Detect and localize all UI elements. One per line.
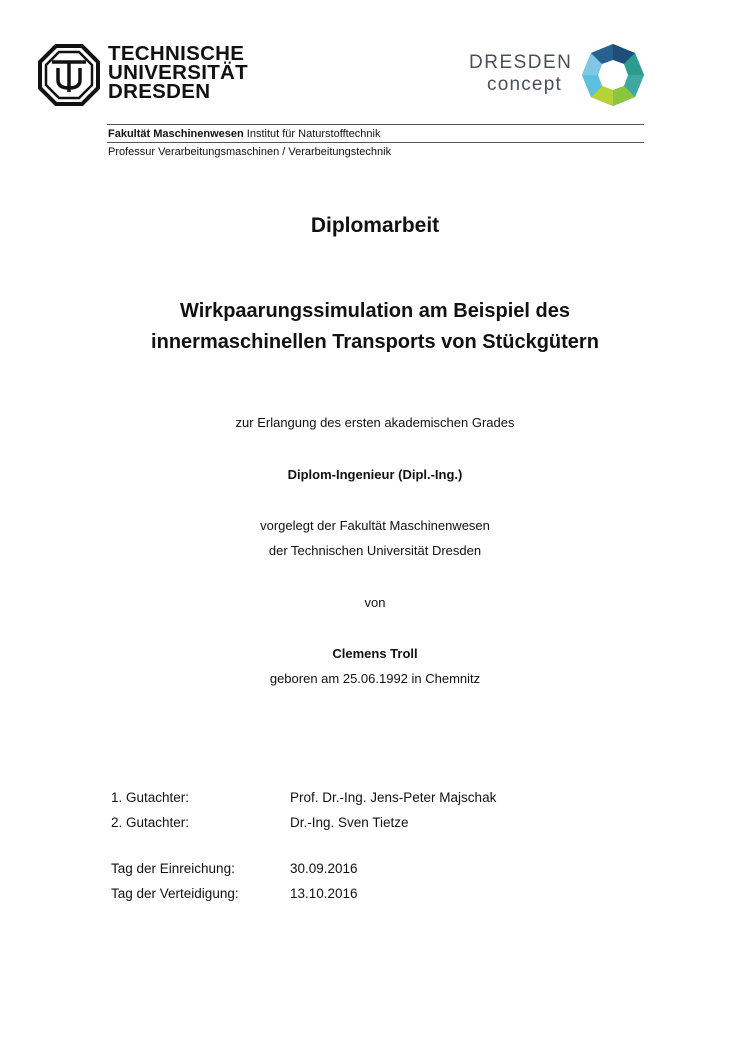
reviewer2-label: 2. Gutachter: <box>111 815 190 830</box>
by-label: von <box>364 595 386 610</box>
reviewer1-name: Prof. Dr.-Ing. Jens-Peter Majschak <box>290 790 497 805</box>
faculty-name: Fakultät Maschinenwesen <box>108 128 244 140</box>
degree-name: Diplom-Ingenieur (Dipl.-Ing.) <box>287 467 463 482</box>
submission-label: Tag der Einreichung: <box>111 861 235 876</box>
thesis-title-line2: innermaschinellen Transports von Stückgütern <box>151 331 599 353</box>
reviewer2-name: Dr.-Ing. Sven Tietze <box>290 815 409 830</box>
university-name-line1: TECHNISCHE <box>108 42 245 65</box>
author-birth: geboren am 25.06.1992 in Chemnitz <box>269 671 481 686</box>
degree-purpose: zur Erlangung des ersten akademischen Grades <box>235 415 515 430</box>
university-name-line2: UNIVERSITÄT <box>108 61 248 84</box>
university-name <box>108 44 248 101</box>
thesis-title-line1: Wirkpaarungssimulation am Beispiel des <box>180 300 570 322</box>
defense-label: Tag der Verteidigung: <box>111 886 239 901</box>
institute-name: Institut für Naturstofftechnik <box>246 128 381 140</box>
dresden-concept-line2: concept <box>487 74 562 95</box>
defense-date: 13.10.2016 <box>290 886 358 901</box>
thesis-title <box>0 296 750 358</box>
submitted-to-line2: der Technischen Universität Dresden <box>268 543 482 558</box>
header-divider-bottom <box>107 142 644 143</box>
tu-dresden-logo <box>38 44 100 106</box>
university-name-line3: DRESDEN <box>108 80 211 103</box>
dresden-concept-wordmark <box>469 52 572 96</box>
author-name: Clemens Troll <box>332 646 418 661</box>
reviewer1-label: 1. Gutachter: <box>111 790 190 805</box>
chair-name: Professur Verarbeitungsmaschinen / Verarbeitungstechnik <box>108 146 392 158</box>
header-divider-top <box>107 124 644 125</box>
dresden-concept-line1: DRESDEN <box>469 52 573 73</box>
document-type: Diplomarbeit <box>310 214 440 237</box>
submitted-to-line1: vorgelegt der Fakultät Maschinenwesen <box>260 518 490 533</box>
faculty-line <box>108 128 380 140</box>
submission-date: 30.09.2016 <box>290 861 358 876</box>
dresden-concept-logo-icon <box>580 42 646 108</box>
